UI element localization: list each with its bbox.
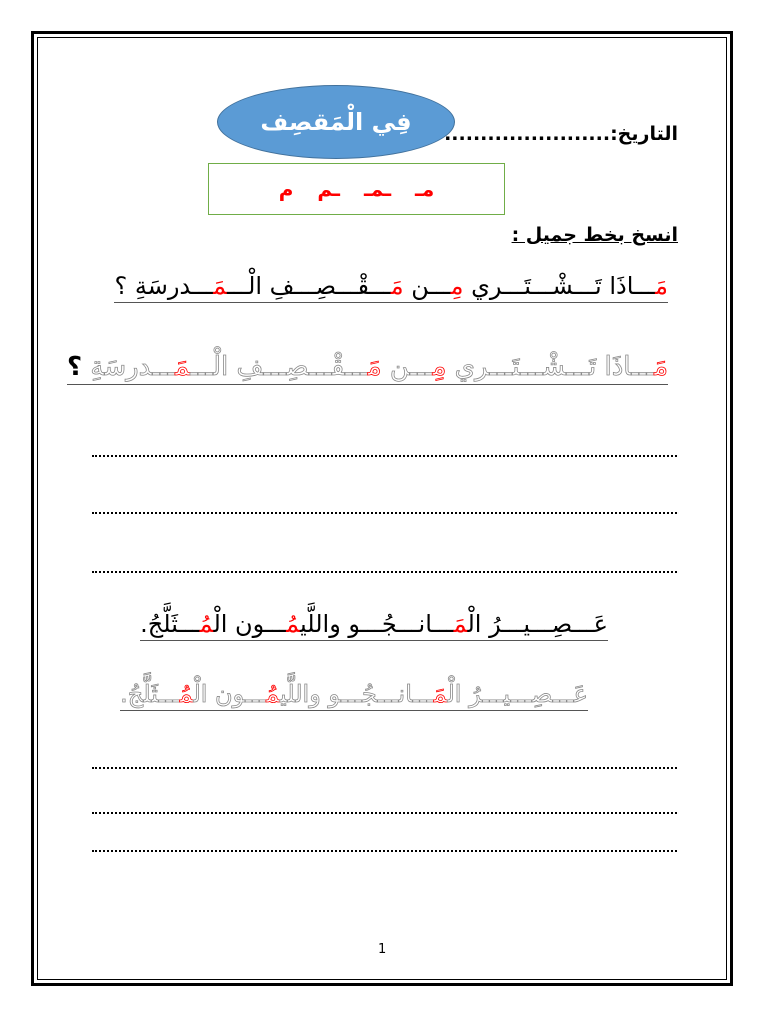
sentence1-red-letter: مِ — [450, 272, 464, 300]
date-label: التاريخ:....................... — [444, 123, 678, 145]
sentence2-part: عَـــصِـــيـــرُ الْ — [467, 610, 608, 638]
letter-form-initial: مـ — [415, 177, 435, 201]
trace1-red-letter: مِ — [432, 352, 447, 382]
writing-line[interactable] — [92, 850, 677, 852]
trace1-red-letter: مَ — [654, 352, 668, 382]
worksheet-title: فِي الْمَقصِف — [260, 108, 412, 136]
sentence1-part: ـــدرسَةِ ؟ — [114, 272, 214, 300]
trace2-part: ـــانـــجُـــو واللَّي — [280, 680, 434, 708]
sentence1-part: ـــقْـــصِـــفِ الْـــ — [226, 272, 391, 300]
page-number: 1 — [378, 942, 387, 957]
sentence2-part: ـــون الْ — [213, 610, 287, 638]
sentence2-red-letter: مُ — [286, 610, 301, 638]
letter-form-medial: ـمـ — [363, 177, 392, 201]
sentence1-red-letter: مَ — [390, 272, 404, 300]
trace2-part: ـــون الْ — [193, 680, 267, 708]
trace1-question-mark: ؟ — [67, 352, 83, 382]
trace-sentence-2 — [120, 680, 588, 711]
letter-form-final: ـم — [317, 177, 340, 201]
writing-line[interactable] — [92, 571, 677, 573]
writing-line[interactable] — [92, 455, 677, 457]
writing-line[interactable] — [92, 512, 677, 514]
sentence2-red-letter: مَ — [453, 610, 468, 638]
instruction-text: انسخ بخط جميل : — [511, 224, 678, 246]
trace2-part: عَـــصِـــيـــرُ الْ — [447, 680, 588, 708]
trace2-red-letter: مُ — [266, 680, 281, 708]
trace-sentence-1 — [67, 352, 668, 385]
writing-line[interactable] — [92, 767, 677, 769]
trace2-red-letter: مَ — [433, 680, 448, 708]
trace1-part: ـــاذَا تَـــشْـــتَـــري — [446, 352, 655, 382]
sentence1-part: ـــن — [403, 272, 451, 300]
trace2-red-letter: مُ — [179, 680, 194, 708]
model-sentence-2 — [140, 610, 608, 641]
sentence2-part: ـــانـــجُـــو واللَّي — [300, 610, 454, 638]
trace1-part: ـــقْـــصِـــفِ الْـــ — [190, 352, 368, 382]
title-oval — [217, 85, 455, 159]
writing-line[interactable] — [92, 812, 677, 814]
sentence1-part: ـــاذَا تَـــشْـــتَـــري — [463, 272, 656, 300]
trace1-red-letter: مَ — [175, 352, 191, 382]
sentence2-part: ـــثَلَّجُ. — [140, 610, 200, 638]
trace2-part: ـــثَلَّجُ. — [120, 680, 180, 708]
trace1-part: ـــن — [381, 352, 433, 382]
trace1-red-letter: مَ — [367, 352, 382, 382]
sentence1-red-letter: مَ — [213, 272, 227, 300]
sentence2-red-letter: مُ — [199, 610, 214, 638]
letter-forms-box — [208, 163, 505, 215]
sentence1-red-letter: مَ — [655, 272, 668, 300]
model-sentence-1 — [114, 272, 668, 303]
letter-form-isolated: م — [278, 177, 294, 201]
trace1-part: ـــدرسَةِ — [90, 352, 176, 382]
